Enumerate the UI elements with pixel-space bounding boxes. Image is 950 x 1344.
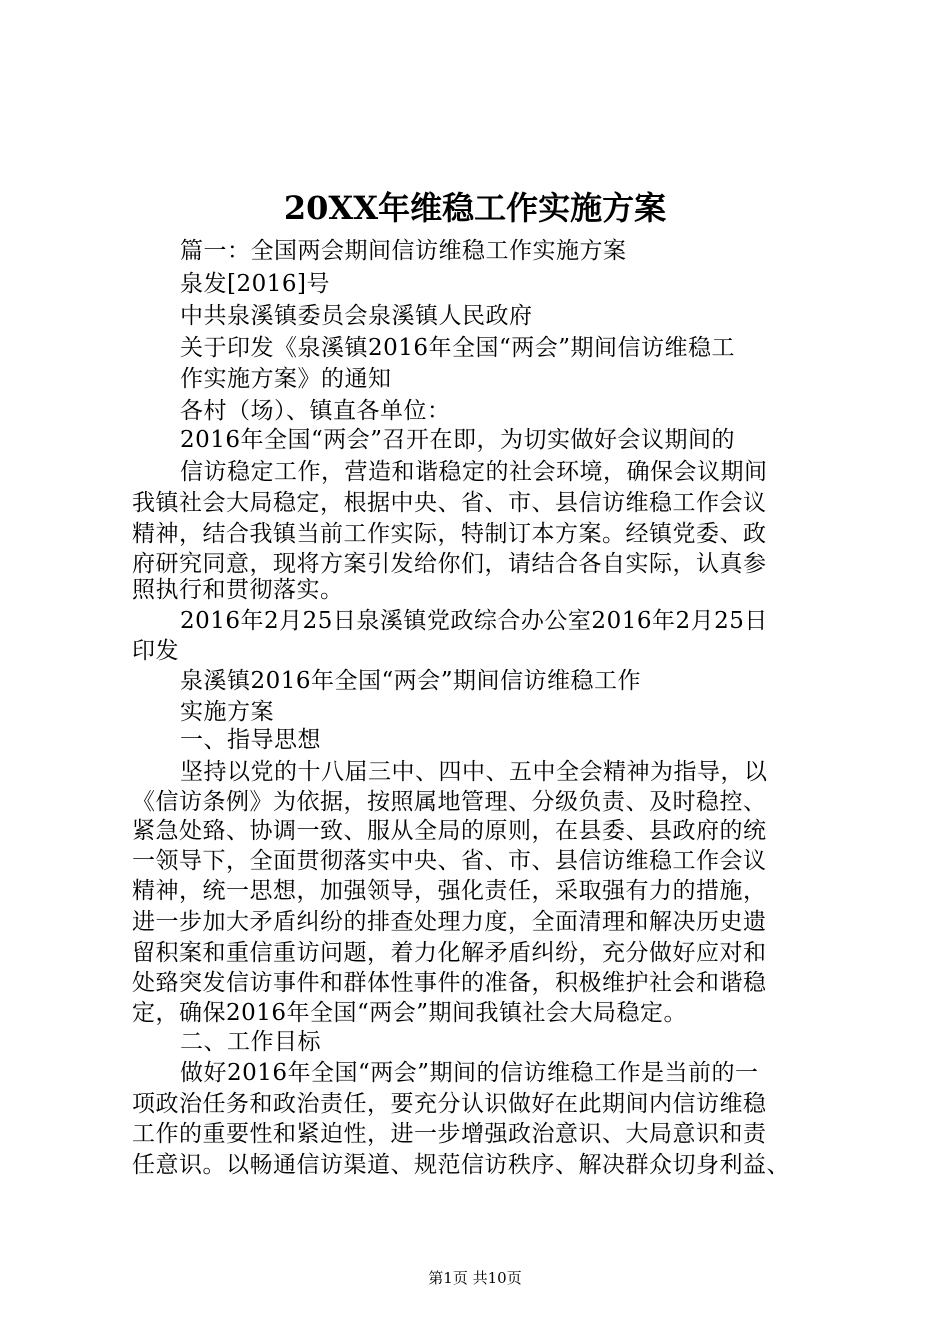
text-line: 作实施方案》的通知 [180, 366, 392, 392]
text-line: 篇一：全国两会期间信访维稳工作实施方案 [180, 238, 627, 264]
text-line: 泉发[2016]号 [180, 271, 330, 297]
text-line: 定，确保2016年全国“两会”期间我镇社会大局稳定。 [132, 1000, 688, 1026]
text-line: 实施方案 [180, 699, 274, 725]
text-line: 项政治任务和政治责任，要充分认识做好在此期间内信访维稳 [132, 1091, 767, 1117]
text-line: 各村（场）、镇直各单位： [180, 398, 451, 424]
text-line: 2016年全国“两会”召开在即，为切实做好会议期间的 [180, 427, 736, 453]
text-line: 一领导下，全面贯彻落实中央、省、市、县信访维稳工作会议 [132, 848, 767, 874]
page-number-footer: 第1页 共10页 [428, 1269, 522, 1287]
text-line: 工作的重要性和紧迫性，进一步增强政治意识、大局意识和责 [132, 1121, 767, 1147]
text-line: 泉溪镇2016年全国“两会”期间信访维稳工作 [180, 668, 642, 694]
text-line: 我镇社会大局稳定，根据中央、省、市、县信访维稳工作会议 [132, 490, 767, 516]
text-line: 二、工作目标 [180, 1029, 321, 1055]
text-line: 紧急处臵、协调一致、服从全局的原则，在县委、县政府的统 [132, 818, 767, 844]
text-line: 关于印发《泉溪镇2016年全国“两会”期间信访维稳工 [180, 335, 736, 361]
text-line: 处臵突发信访事件和群体性事件的准备，积极维护社会和谐稳 [132, 970, 767, 996]
text-line: 《信访条例》为依据，按照属地管理、分级负责、及时稳控、 [132, 789, 767, 815]
text-line: 一、指导思想 [180, 727, 321, 753]
text-line: 中共泉溪镇委员会泉溪镇人民政府 [180, 303, 533, 329]
text-line: 府研究同意，现将方案引发给你们，请结合各自实际，认真参 [132, 551, 767, 577]
document-title: 20XX年维稳工作实施方案 [283, 189, 667, 227]
text-line: 任意识。以畅通信访渠道、规范信访秩序、解决群众切身利益、 [132, 1152, 790, 1178]
text-line: 2016年2月25日泉溪镇党政综合办公室2016年2月25日 [180, 608, 768, 634]
text-line: 做好2016年全国“两会”期间的信访维稳工作是当前的一 [180, 1060, 759, 1086]
text-line: 照执行和贯彻落实。 [132, 577, 344, 603]
text-line: 精神，结合我镇当前工作实际，特制订本方案。经镇党委、政 [132, 521, 767, 547]
text-line: 精神，统一思想，加强领导，强化责任，采取强有力的措施， [132, 878, 767, 904]
text-line: 信访稳定工作，营造和谐稳定的社会环境，确保会议期间 [180, 459, 768, 485]
text-line: 进一步加大矛盾纠纷的排查处理力度，全面清理和解决历史遗 [132, 909, 767, 935]
text-line: 坚持以党的十八届三中、四中、五中全会精神为指导，以 [180, 759, 768, 785]
text-line: 印发 [132, 638, 179, 664]
text-line: 留积案和重信重访问题，着力化解矛盾纠纷，充分做好应对和 [132, 940, 767, 966]
